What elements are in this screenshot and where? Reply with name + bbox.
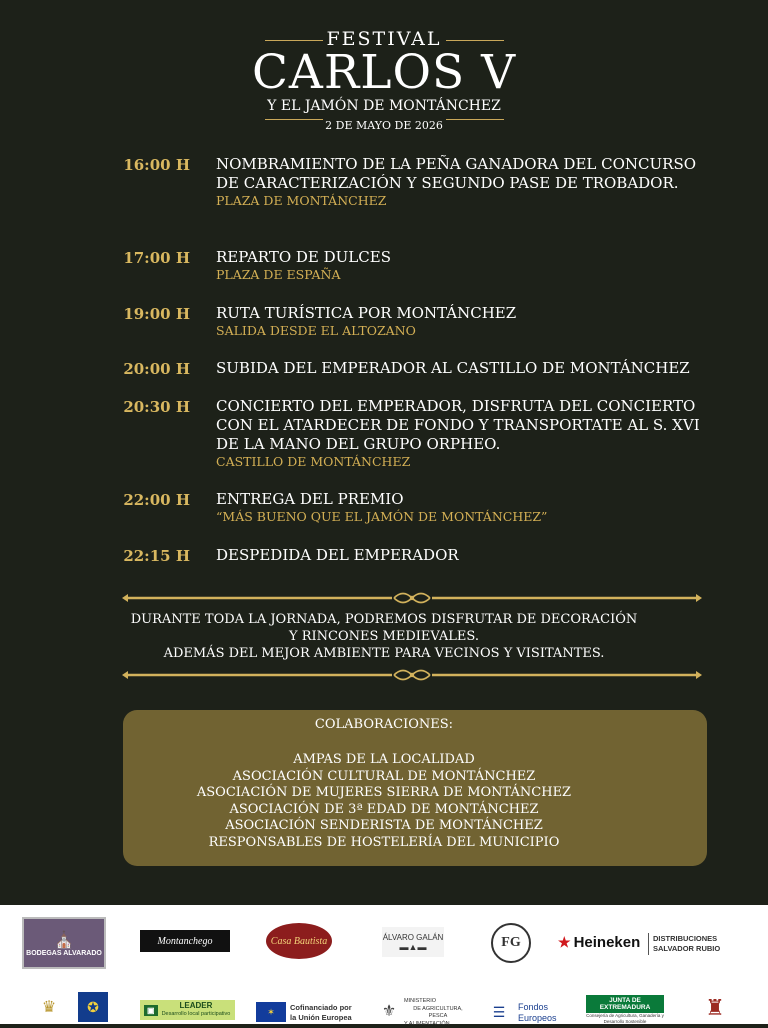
collaborator: ASOCIACIÓN SENDERISTA DE MONTÁNCHEZ bbox=[0, 818, 768, 835]
schedule-title: NOMBRAMIENTO DE LA PEÑA GANADORA DEL CONCURSO DE CARACTERIZACIÓN Y SEGUNDO PASE DE TROBADOR. bbox=[216, 155, 696, 192]
schedule-place: PLAZA DE ESPAÑA bbox=[216, 267, 716, 283]
junta-extremadura-logo bbox=[586, 995, 664, 1025]
schedule-title: DESPEDIDA DEL EMPERADOR bbox=[216, 546, 459, 564]
schedule-title: CONCIERTO DEL EMPERADOR, DISFRUTA DEL CONCIERTO CON EL ATARDECER DE FONDO Y TRANSPORTATE AL S. XVI DE LA MANO DEL GRUPO ORPHEO. bbox=[216, 397, 700, 453]
sponsor-text: BODEGAS ALVARADO bbox=[26, 950, 102, 957]
collaborator: ASOCIACIÓN DE MUJERES SIERRA DE MONTÁNCHEZ bbox=[0, 785, 768, 802]
festival-header bbox=[0, 28, 768, 132]
sponsor-text: Y ALIMENTACIÓN bbox=[404, 1021, 450, 1028]
leader-mark-icon: ▣ bbox=[144, 1005, 158, 1016]
schedule-event bbox=[216, 304, 716, 339]
sponsor-text: MINISTERIO bbox=[404, 998, 436, 1006]
sponsor-text: LEADER bbox=[162, 1001, 231, 1010]
schedule-place: “MÁS BUENO QUE EL JAMÓN DE MONTÁNCHEZ” bbox=[216, 509, 716, 525]
note-line: DURANTE TODA LA JORNADA, PODREMOS DISFRUTAR DE DECORACIÓN bbox=[0, 611, 768, 628]
day-note bbox=[0, 611, 768, 662]
sponsor-text: SALVADOR RUBIO bbox=[653, 944, 720, 954]
sponsor-divider bbox=[648, 933, 649, 955]
schedule-event bbox=[216, 155, 716, 209]
sponsor-text: FG bbox=[501, 935, 520, 951]
montanchego-logo bbox=[140, 930, 230, 952]
sponsor-text: Casa Bautista bbox=[271, 936, 327, 947]
sponsor-text: Cofinanciado por bbox=[290, 1003, 352, 1013]
schedule-time: 20:00 H bbox=[100, 359, 190, 379]
salvador-rubio-logo bbox=[653, 933, 727, 955]
fg-logo bbox=[491, 923, 531, 963]
sponsor-text: ÁLVARO GALÁN bbox=[383, 933, 444, 942]
festival-label: FESTIVAL bbox=[0, 28, 768, 50]
eu-cofinanced-logo bbox=[290, 1002, 360, 1024]
collaborator: AMPAS DE LA LOCALIDAD bbox=[0, 752, 768, 769]
schedule-place: SALIDA DESDE EL ALTOZANO bbox=[216, 323, 716, 339]
collaborations-list bbox=[0, 752, 768, 851]
sponsors-strip bbox=[0, 905, 768, 1024]
schedule-title: SUBIDA DEL EMPERADOR AL CASTILLO DE MONTÁNCHEZ bbox=[216, 359, 690, 377]
schedule-event bbox=[216, 546, 716, 565]
festival-title: CARLOS V bbox=[0, 50, 768, 96]
bodegas-alvarado-logo: ⛪ BODEGAS ALVARADO bbox=[22, 917, 106, 969]
alvaro-galan-logo: ÁLVARO GALÁN ▬▲▬ bbox=[382, 927, 444, 957]
eu-flag-icon: ✶ bbox=[256, 1002, 286, 1022]
sponsor-text: DISTRIBUCIONES bbox=[653, 934, 717, 944]
sponsor-text: Fondos bbox=[518, 1002, 548, 1013]
schedule-place: CASTILLO DE MONTÁNCHEZ bbox=[216, 454, 716, 470]
montanchez-castle-icon: ♜ bbox=[696, 993, 734, 1023]
schedule-event bbox=[216, 248, 716, 283]
festival-date: 2 DE MAYO DE 2026 bbox=[0, 119, 768, 132]
schedule-time: 17:00 H bbox=[100, 248, 190, 268]
schedule-event bbox=[216, 490, 716, 525]
sponsor-text: Desarrollo local participativo bbox=[162, 1010, 231, 1019]
casa-bautista-logo bbox=[266, 923, 332, 959]
sponsor-text: Montanchego bbox=[158, 936, 213, 947]
note-line: Y RINCONES MEDIEVALES. bbox=[0, 628, 768, 645]
schedule-time: 20:30 H bbox=[100, 397, 190, 417]
sponsor-text: Heineken bbox=[574, 934, 641, 951]
ornament-divider-bottom bbox=[122, 668, 702, 682]
heineken-logo bbox=[558, 932, 648, 952]
collaborator: RESPONSABLES DE HOSTELERÍA DEL MUNICIPIO bbox=[0, 835, 768, 852]
fondos-europeos-logo bbox=[518, 1001, 568, 1025]
schedule-title: ENTREGA DEL PREMIO bbox=[216, 490, 404, 508]
schedule-event bbox=[216, 359, 716, 378]
ornament-divider-top bbox=[122, 591, 702, 605]
collaborator: ASOCIACIÓN DE 3ª EDAD DE MONTÁNCHEZ bbox=[0, 802, 768, 819]
schedule-place: PLAZA DE MONTÁNCHEZ bbox=[216, 193, 716, 209]
spain-coat-of-arms-icon: ⚜ bbox=[378, 997, 400, 1025]
sponsor-text: DE AGRICULTURA, PESCA bbox=[404, 1006, 472, 1021]
schedule-time: 19:00 H bbox=[100, 304, 190, 324]
festival-subtitle: Y EL JAMÓN DE MONTÁNCHEZ bbox=[0, 98, 768, 114]
carlos-v-route-logo: ♛ bbox=[20, 993, 78, 1021]
sponsor-text: Europeos bbox=[518, 1013, 557, 1024]
fondos-europeos-icon: ☰ bbox=[484, 999, 514, 1025]
sponsor-text: Consejería de Agricultura, Ganadería y Desarrollo Sostenible bbox=[586, 1013, 664, 1025]
schedule-time: 16:00 H bbox=[100, 155, 190, 175]
collaborations-title: COLABORACIONES: bbox=[0, 717, 768, 732]
schedule-title: REPARTO DE DULCES bbox=[216, 248, 391, 266]
schedule-time: 22:15 H bbox=[100, 546, 190, 566]
ministry-logo bbox=[404, 1000, 472, 1026]
schedule-time: 22:00 H bbox=[100, 490, 190, 510]
note-line: ADEMÁS DEL MEJOR AMBIENTE PARA VECINOS Y VISITANTES. bbox=[0, 645, 768, 662]
red-star-icon: ★ bbox=[558, 934, 571, 951]
leader-logo bbox=[140, 1000, 235, 1020]
sponsor-text: JUNTA DE EXTREMADURA bbox=[586, 995, 664, 1013]
schedule-event bbox=[216, 397, 716, 470]
schedule-title: RUTA TURÍSTICA POR MONTÁNCHEZ bbox=[216, 304, 516, 322]
council-of-europe-logo: ✪ bbox=[78, 992, 108, 1022]
sponsor-text: la Unión Europea bbox=[290, 1013, 352, 1023]
collaborator: ASOCIACIÓN CULTURAL DE MONTÁNCHEZ bbox=[0, 769, 768, 786]
